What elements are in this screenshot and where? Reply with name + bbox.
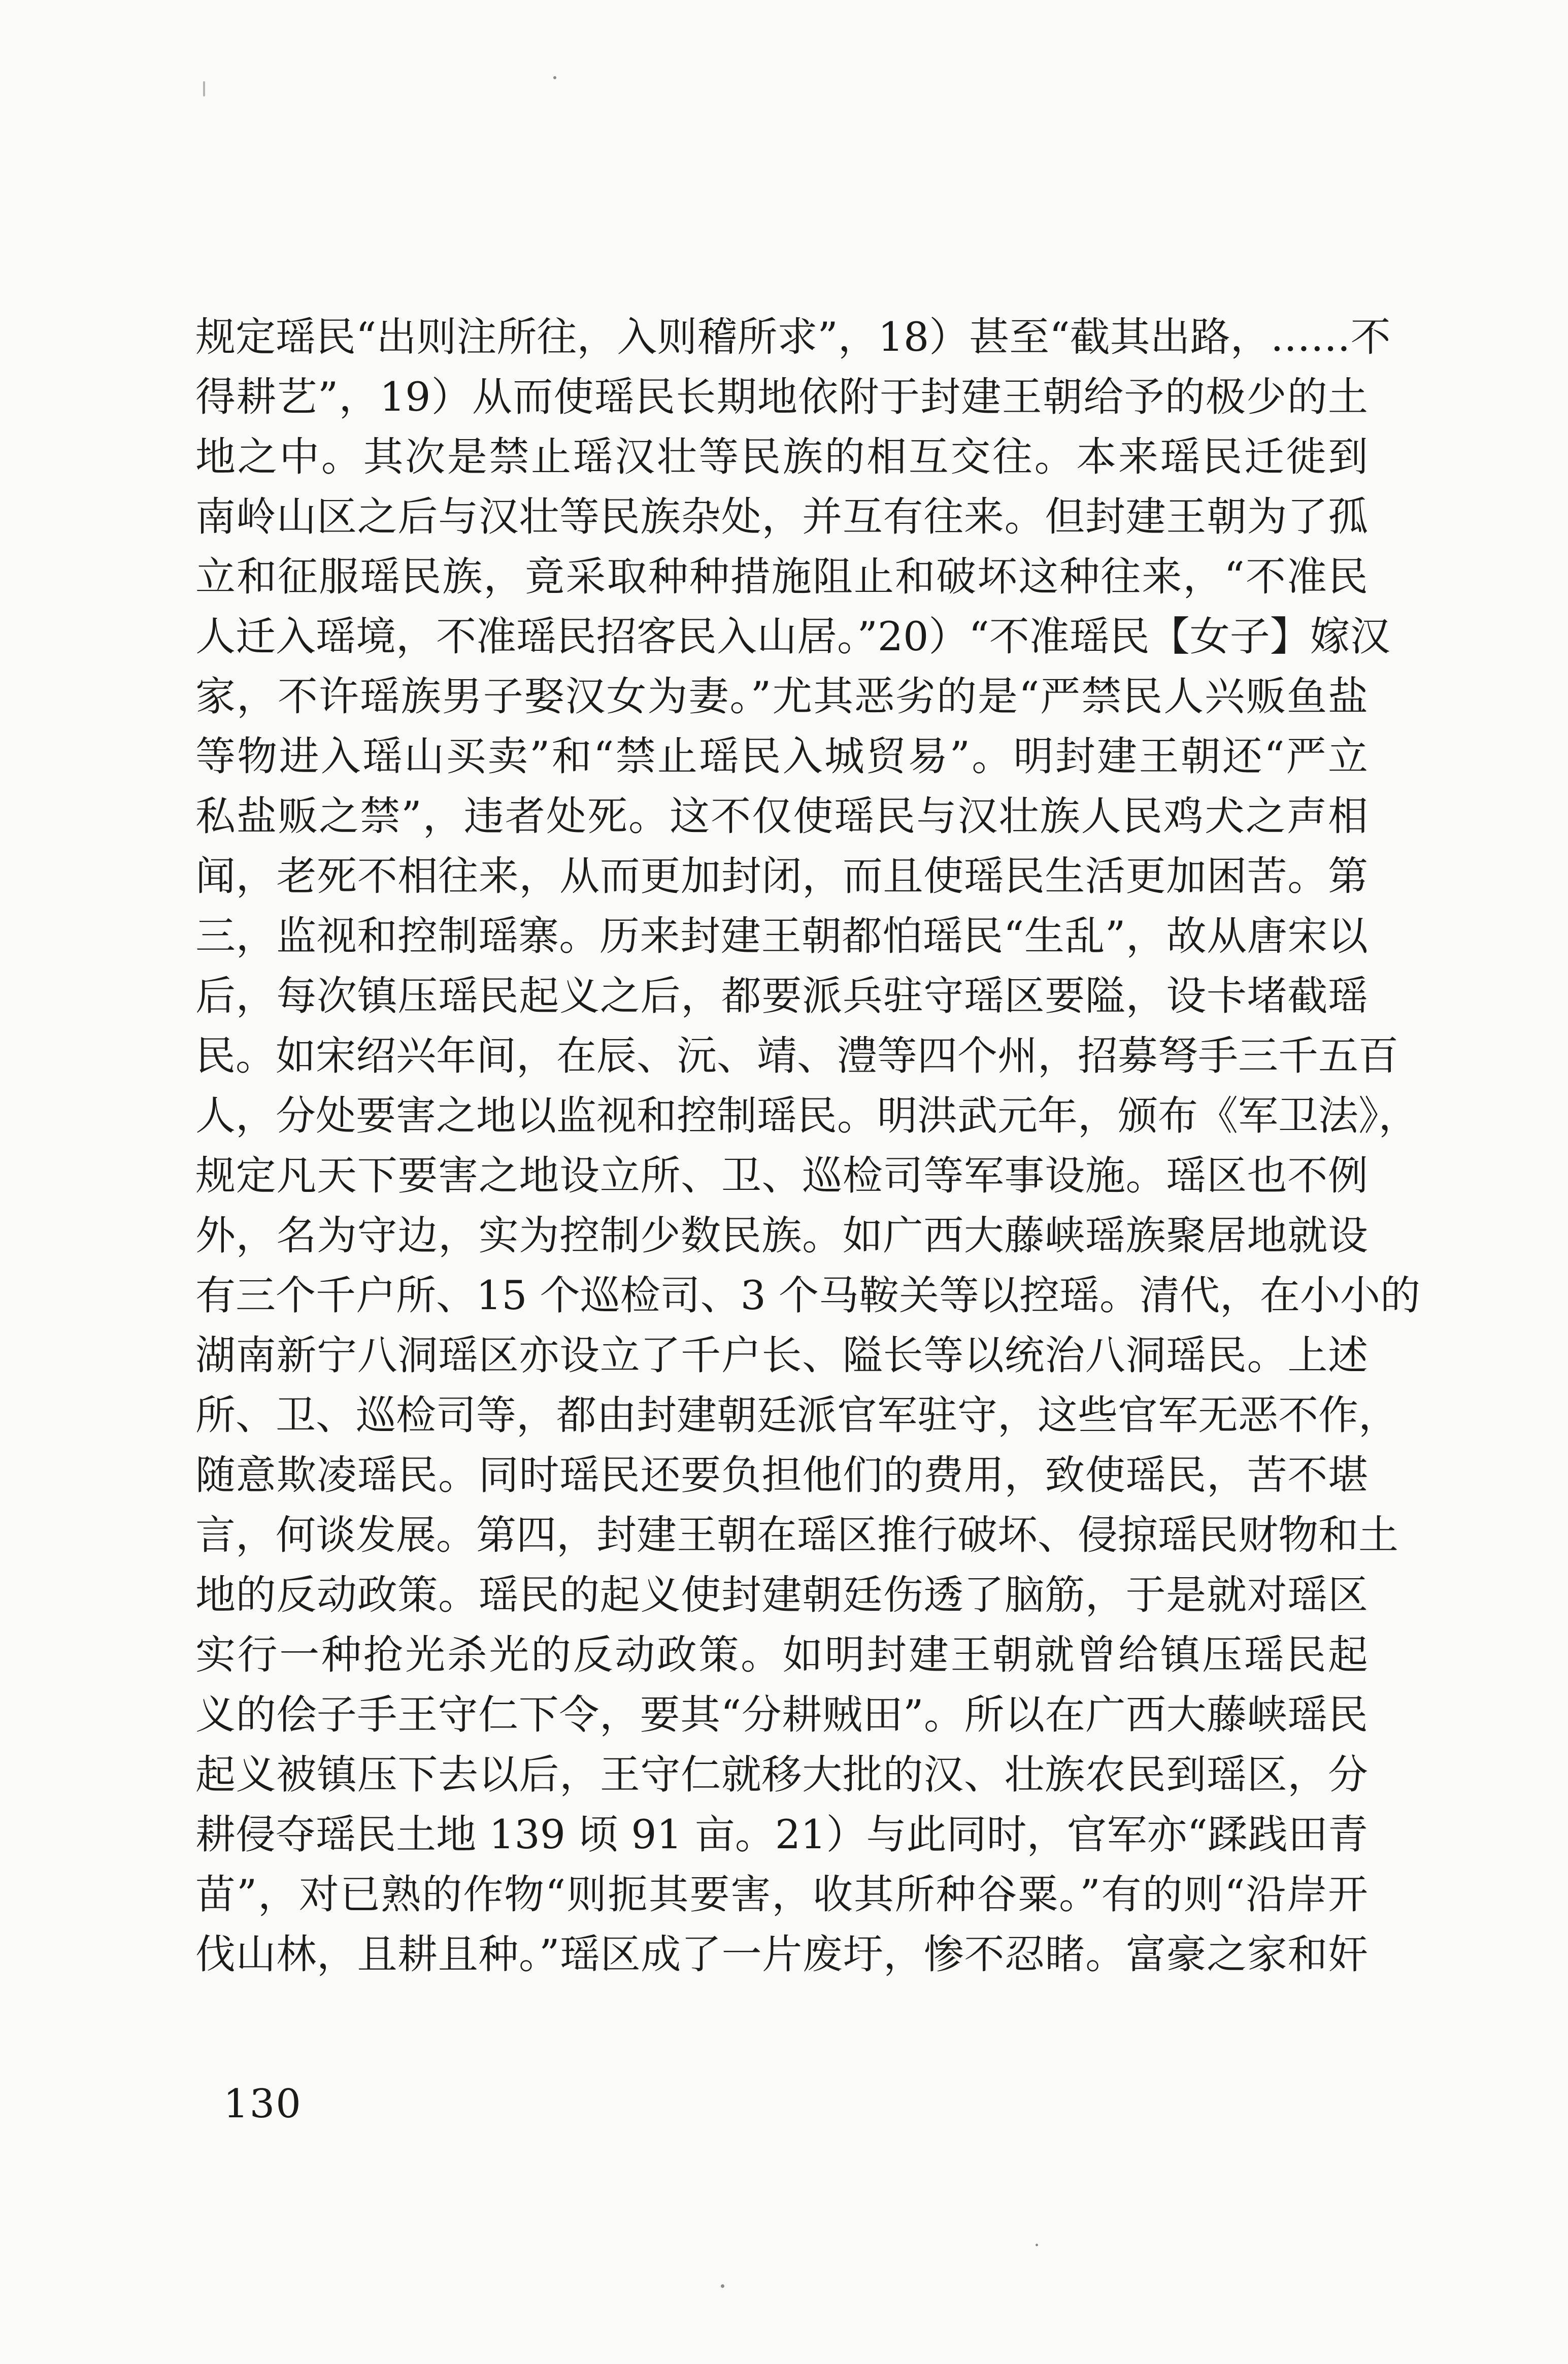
scan-speck <box>1036 2244 1038 2246</box>
text-line: 家，不许瑶族男子娶汉女为妻。”尤其恶劣的是“严禁民人兴贩鱼盐 <box>195 673 1368 720</box>
text-line: 耕侵夺瑶民土地 139 顷 91 亩。21）与此同时，官军亦“蹂践田青 <box>195 1811 1368 1858</box>
text-line: 三，监视和控制瑶寨。历来封建王朝都怕瑶民“生乱”，故从唐宋以 <box>195 913 1368 959</box>
scan-speck <box>553 76 556 79</box>
text-line: 等物进入瑶山买卖”和“禁止瑶民入城贸易”。明封建王朝还“严立 <box>195 733 1368 780</box>
text-line: 地的反动政策。瑶民的起义使封建朝廷伤透了脑筋，于是就对瑶区 <box>195 1572 1368 1618</box>
text-line: 规定凡天下要害之地设立所、卫、巡检司等军事设施。瑶区也不例 <box>195 1152 1368 1199</box>
text-line: 私盐贩之禁”，违者处死。这不仅使瑶民与汉壮族人民鸡犬之声相 <box>195 793 1368 840</box>
text-line: 人，分处要害之地以监视和控制瑶民。明洪武元年，颁布《军卫法》， <box>195 1092 1419 1139</box>
text-line: 闻，老死不相往来，从而更加封闭，而且使瑶民生活更加困苦。第 <box>195 853 1368 900</box>
text-line: 外，名为守边，实为控制少数民族。如广西大藤峡瑶族聚居地就设 <box>195 1212 1368 1259</box>
text-line: 人迁入瑶境，不准瑶民招客民入山居。”20）“不准瑶民【女子】嫁汉 <box>195 613 1390 660</box>
text-line: 规定瑶民“出则注所往，入则稽所求”，18）甚至“截其出路，……不 <box>195 314 1391 360</box>
text-line: 地之中。其次是禁止瑶汉壮等民族的相互交往。本来瑶民迁徙到 <box>195 434 1368 480</box>
text-line: 有三个千户所、15 个巡检司、3 个马鞍关等以控瑶。清代，在小小的 <box>195 1272 1421 1319</box>
text-line: 所、卫、巡检司等，都由封建朝廷派官军驻守，这些官军无恶不作， <box>195 1392 1398 1439</box>
body-text <box>195 307 1421 1984</box>
text-line: 起义被镇压下去以后，王守仁就移大批的汉、壮族农民到瑶区，分 <box>195 1751 1368 1798</box>
text-line: 南岭山区之后与汉壮等民族杂处，并互有往来。但封建王朝为了孤 <box>195 493 1368 540</box>
text-line: 民。如宋绍兴年间，在辰、沅、靖、澧等四个州，招募弩手三千五百 <box>195 1033 1398 1079</box>
text-line: 湖南新宁八洞瑶区亦设立了千户长、隘长等以统治八洞瑶民。上述 <box>195 1332 1368 1379</box>
page-number: 130 <box>223 2081 302 2127</box>
text-line: 实行一种抢光杀光的反动政策。如明封建王朝就曾给镇压瑶民起 <box>195 1632 1368 1678</box>
scan-speck <box>721 2284 724 2288</box>
text-line: 伐山林，且耕且种。”瑶区成了一片废圩，惨不忍睹。富豪之家和奸 <box>195 1931 1368 1978</box>
text-line: 苗”，对已熟的作物“则扼其要害，收其所种谷粟。”有的则“沿岸开 <box>195 1871 1368 1918</box>
text-line: 立和征服瑶民族，竟采取种种措施阻止和破坏这种往来，“不准民 <box>195 553 1368 600</box>
text-line: 言，何谈发展。第四，封建王朝在瑶区推行破坏、侵掠瑶民财物和土 <box>195 1512 1398 1558</box>
text-line: 义的侩子手王守仁下令，要其“分耕贼田”。所以在广西大藤峡瑶民 <box>195 1691 1368 1738</box>
scan-speck <box>203 81 205 96</box>
text-line: 随意欺凌瑶民。同时瑶民还要负担他们的费用，致使瑶民，苦不堪 <box>195 1452 1368 1499</box>
text-line: 得耕艺”，19）从而使瑶民长期地依附于封建王朝给予的极少的土 <box>195 374 1368 420</box>
text-line: 后，每次镇压瑶民起义之后，都要派兵驻守瑶区要隘，设卡堵截瑶 <box>195 973 1368 1019</box>
